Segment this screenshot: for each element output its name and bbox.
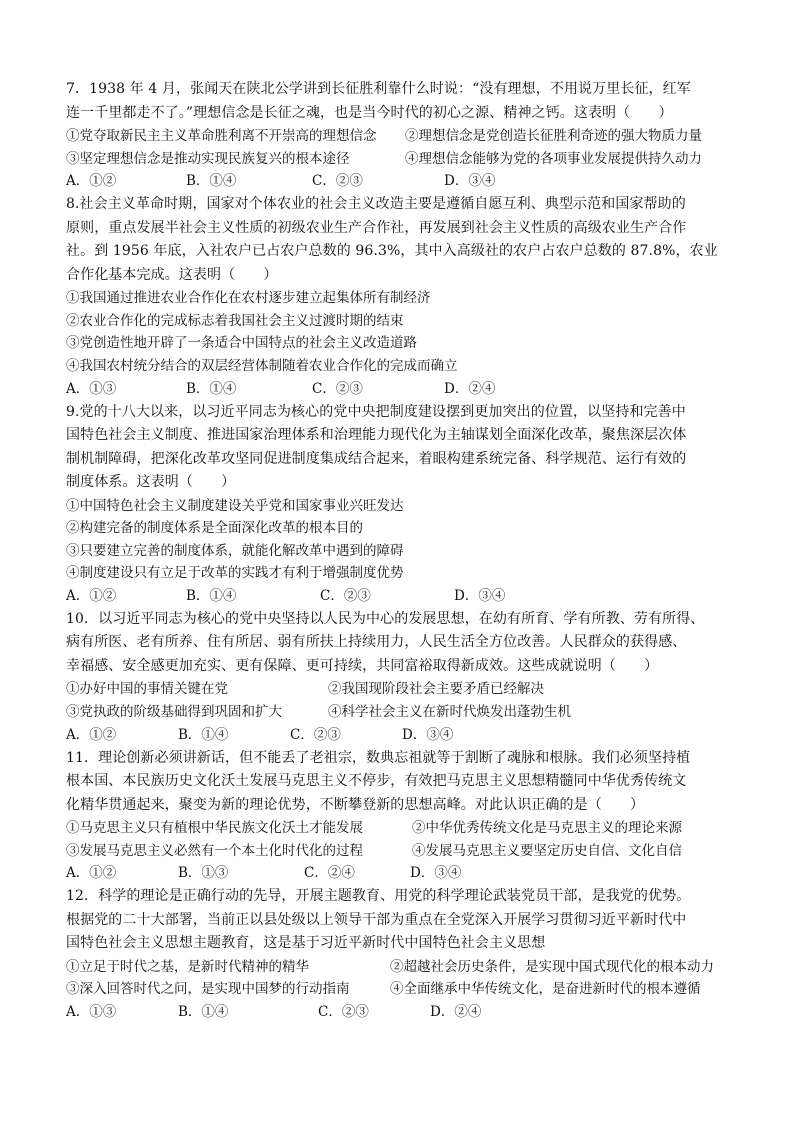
- option-2: ②构建完备的制度体系是全面深化改革的根本目的: [66, 520, 363, 537]
- answer-d: D．③④: [454, 587, 506, 604]
- question-stem-line: 幸福感、安全感更加充实、更有保障、更可持续，共同富裕取得新成效。这些成就说明（ ）: [66, 657, 659, 674]
- option-4: ④制度建设只有立足于改革的实践才有利于增强制度优势: [66, 565, 404, 582]
- question-stem-line: 国特色社会主义制度、推进国家治理体系和治理能力现代化为主轴谋划全面深化改革，聚焦深层次体: [66, 427, 687, 444]
- answer-choices: [66, 170, 742, 193]
- option-2: ②中华优秀传统文化是马克思主义的理论来源: [412, 820, 682, 837]
- answer-choices: [66, 724, 742, 747]
- question-stem-line: 合作化基本完成。这表明（ ）: [66, 266, 278, 283]
- question-stem-line: 8.社会主义革命时期，国家对个体农业的社会主义改造主要是遵循自愿互利、典型示范和国家帮助的: [66, 196, 686, 213]
- question-stem-line: 12．科学的理论是正确行动的先导，开展主题教育、用党的科学理论武装党员干部，是我党的优势。: [66, 888, 691, 905]
- option-1: ①中国特色社会主义制度建设关乎党和国家事业兴旺发达: [66, 497, 404, 514]
- option-4: ④科学社会主义在新时代焕发出蓬勃生机: [328, 704, 571, 721]
- option-1: ①立足于时代之基，是新时代精神的精华: [66, 958, 309, 975]
- answer-d: D．②④: [444, 380, 496, 397]
- answer-d: D．③④: [410, 865, 462, 882]
- question-stem-line: 根本国、本民族历史文化沃土发展马克思主义不停步，有效把马克思主义思想精髓同中华优秀传统文: [66, 773, 687, 790]
- option-row: [66, 840, 742, 863]
- option-4: ④发展马克思主义要坚定历史自信、文化自信: [412, 842, 682, 859]
- option-row: [66, 817, 742, 840]
- answer-choices: [66, 585, 742, 608]
- question-stem-line: 根据党的二十大部署，当前正以县处级以上领导干部为重点在全党深入开展学习贯彻习近平新时代中: [66, 911, 687, 928]
- question-9: [66, 401, 742, 608]
- question-7: [66, 78, 742, 193]
- option-3: ③坚定理想信念是推动实现民族复兴的根本途径: [66, 150, 350, 167]
- option-row: [66, 148, 742, 171]
- question-stem-line: 化精华贯通起来，聚变为新的理论优势，不断攀登新的思想高峰。对此认识正确的是（ ）: [66, 796, 645, 813]
- option-2: ②农业合作化的完成标志着我国社会主义过渡时期的结束: [66, 312, 404, 329]
- answer-choices: [66, 378, 742, 401]
- answer-c: C．②④: [304, 865, 355, 882]
- option-row: [66, 978, 742, 1001]
- answer-a: A．①②: [66, 865, 117, 882]
- question-12: [66, 885, 742, 1024]
- option-4: ④理想信念能够为党的各项事业发展提供持久动力: [405, 150, 702, 167]
- answer-b: B．①④: [186, 380, 237, 397]
- option-1: ①我国通过推进农业合作化在农村逐步建立起集体所有制经济: [66, 290, 431, 307]
- answer-a: A．①③: [66, 380, 117, 397]
- question-stem-line: 11．理论创新必须讲新话，但不能丢了老祖宗，数典忘祖就等于割断了魂脉和根脉。我们必须坚持植: [66, 749, 691, 766]
- option-row: [66, 678, 742, 701]
- answer-c: C．②③: [290, 726, 341, 743]
- answer-d: D．③④: [402, 726, 454, 743]
- answer-b: B．①④: [178, 1004, 229, 1020]
- option-1: ①马克思主义只有植根中华民族文化沃土才能发展: [66, 820, 363, 837]
- option-3: ③深入回答时代之问，是实现中国梦的行动指南: [66, 981, 350, 998]
- question-stem-line: 9.党的十八大以来，以习近平同志为核心的党中央把制度建设摆到更加突出的位置，以坚持和完善中: [66, 403, 686, 420]
- answer-b: B．①③: [178, 865, 229, 882]
- option-row: [66, 956, 742, 979]
- answer-choices: [66, 1001, 742, 1024]
- option-2: ②我国现阶段社会主要矛盾已经解决: [328, 681, 544, 698]
- answer-d: D．③④: [444, 173, 496, 190]
- question-stem-line: 制机制障碍，把深化改革攻坚同促进制度集成结合起来，着眼构建系统完备、科学规范、运行有效的: [66, 450, 687, 467]
- answer-b: B．①④: [186, 173, 237, 190]
- answer-c: C．②③: [312, 173, 363, 190]
- answer-a: A．①③: [66, 1004, 117, 1020]
- answer-c: C．②③: [318, 1004, 369, 1020]
- answer-d: D．②④: [430, 1004, 482, 1020]
- question-stem-line: 7．1938 年 4 月，张闻天在陕北公学讲到长征胜利靠什么时说：“没有理想，不用说万里长征，红军: [66, 81, 691, 97]
- option-1: ①办好中国的事情关键在党: [66, 681, 228, 698]
- option-4: ④全面继承中华传统文化，是奋进新时代的根本遵循: [390, 981, 701, 998]
- option-row: [66, 125, 742, 148]
- answer-c: C．②③: [320, 587, 371, 604]
- question-stem-line: 制度体系。这表明（ ）: [66, 474, 236, 491]
- question-stem-line: 社。到 1956 年底，入社农户已占农户总数的 96.3%，其中入高级社的农户占农户总数的 87.8%，农业: [66, 243, 718, 260]
- option-3: ③只要建立完善的制度体系，就能化解改革中遇到的障碍: [66, 542, 404, 559]
- option-2: ②超越社会历史条件，是实现中国式现代化的根本动力: [390, 958, 714, 975]
- exam-page: [66, 78, 742, 1024]
- answer-c: C．②③: [312, 380, 363, 397]
- option-4: ④我国农村统分结合的双层经营体制随着农业合作化的完成而确立: [66, 357, 458, 374]
- question-stem-line: 连一千里都走不了。”理想信念是长征之魂，也是当今时代的初心之源、精神之钙。这表明（ ）: [66, 104, 673, 121]
- answer-choices: [66, 862, 742, 885]
- question-stem-line: 国特色社会主义思想主题教育，这是基于习近平新时代中国特色社会主义思想: [66, 935, 546, 952]
- answer-b: B．①④: [178, 726, 229, 743]
- answer-a: A．①②: [66, 173, 117, 190]
- option-row: [66, 701, 742, 724]
- option-3: ③党创造性地开辟了一条适合中国特点的社会主义改造道路: [66, 335, 417, 352]
- option-3: ③发展马克思主义必然有一个本土化时代化的过程: [66, 842, 363, 859]
- question-stem-line: 原则，重点发展半社会主义性质的初级农业生产合作社，再发展到社会主义性质的高级农业生产合作: [66, 219, 687, 236]
- answer-b: B．①④: [186, 587, 237, 604]
- question-10: [66, 608, 742, 747]
- option-3: ③党执政的阶级基础得到巩固和扩大: [66, 704, 282, 721]
- question-8: [66, 193, 742, 400]
- question-11: [66, 747, 742, 886]
- question-stem-line: 10．以习近平同志为核心的党中央坚持以人民为中心的发展思想，在幼有所育、学有所教、劳有所得、: [66, 610, 705, 627]
- option-1: ①党夺取新民主主义革命胜利离不开崇高的理想信念: [66, 128, 377, 144]
- option-2: ②理想信念是党创造长征胜利奇迹的强大物质力量: [405, 128, 702, 144]
- answer-a: A．①②: [66, 726, 117, 743]
- question-stem-line: 病有所医、老有所养、住有所居、弱有所扶上持续用力，人民生活全方位改善。人民群众的获得感、: [66, 634, 687, 651]
- answer-a: A．①②: [66, 587, 117, 604]
